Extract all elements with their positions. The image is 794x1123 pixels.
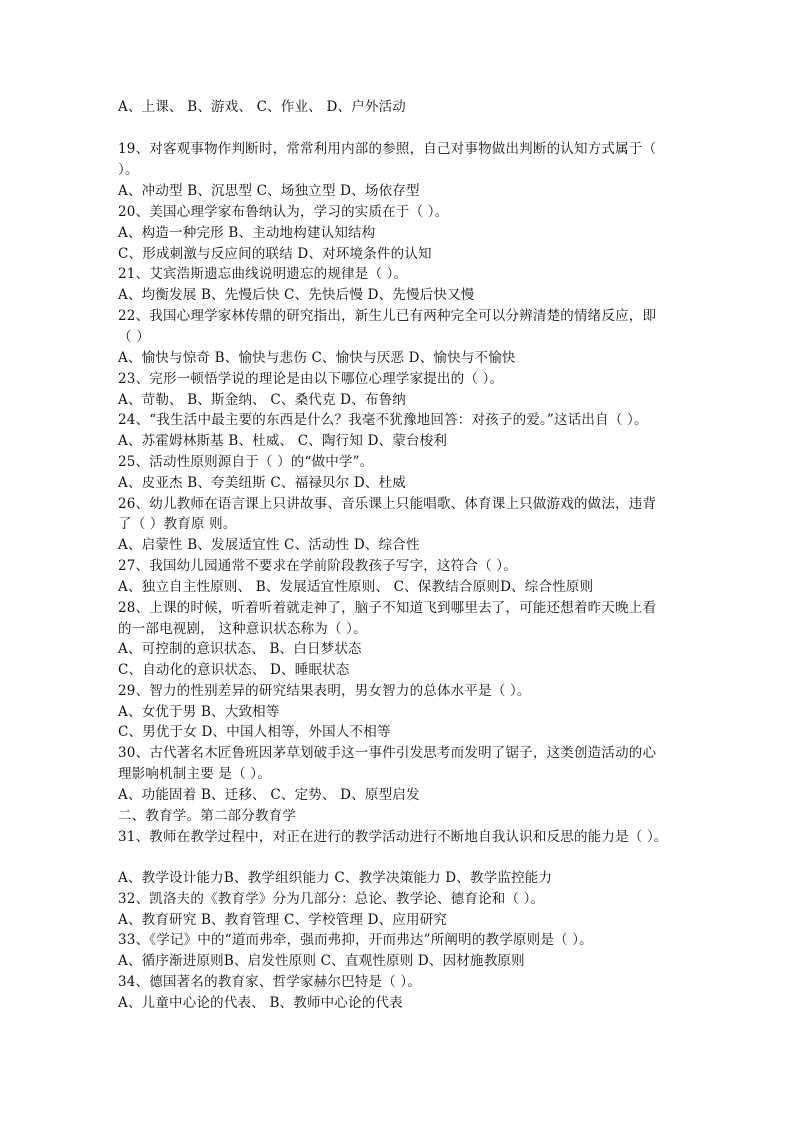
text-line: C、男优于女 D、中国人相等，外国人不相等 [118,724,391,740]
text-line: 31、教师在教学过程中，对正在进行的教学活动进行不断地自我认识和反思的能力是（ ）。 [118,829,668,845]
text-line: A、苛勒、 B、斯金纳、 C、桑代克 D、布鲁纳 [118,392,406,408]
text-line: 20、美国心理学家布鲁纳认为，学习的实质在于（ ）。 [118,204,449,220]
text-line: （ ） [118,329,150,345]
text-line: 33、《学记》中的“道而弗牵，强而弗抑，开而弗达”所阐明的教学原则是（ ）。 [118,932,593,948]
text-line: 21、艾宾浩斯遗忘曲线说明遗忘的规律是（ ）。 [118,266,408,282]
text-line: A、循序渐进原则B、启发性原则 C、直观性原则 D、因材施教原则 [118,953,525,969]
text-line: ）。 [118,162,139,178]
text-line: 25、活动性原则源自于（ ）的“做中学”。 [118,454,374,470]
text-line: 32、凯洛夫的《教育学》分为几部分：总论、教学论、德育论和（ ）。 [118,891,545,907]
text-line: 19、对客观事物作判断时，常常利用内部的参照，自己对事物做出判断的认知方式属于（ [118,141,657,157]
text-line: 27、我国幼儿园通常不要求在学前阶段教孩子写字，这符合（ ）。 [118,558,517,574]
text-line: A、冲动型 B、沉思型 C、场独立型 D、场依存型 [118,183,420,199]
section-heading: 二、教育学。第二部分教育学 [118,808,297,824]
text-line: 24、“我生活中最主要的东西是什么？我毫不犹豫地回答：对孩子的爱。”这话出自（ ）。 [118,412,648,428]
text-line: A、上课、 B、游戏、 C、作业、 D、户外活动 [118,99,406,115]
text-line: A、均衡发展 B、先慢后快 C、先快后慢 D、先慢后快又慢 [118,287,475,303]
text-line: 34、德国著名的教育家、哲学家赫尔巴特是（ ）。 [118,974,422,990]
text-line: A、儿童中心论的代表、 B、教师中心论的代表 [118,995,403,1011]
text-line: 29、智力的性别差异的研究结果表明，男女智力的总体水平是（ ）。 [118,683,531,699]
text-line: A、教育研究 B、教育管理 C、学校管理 D、应用研究 [118,912,448,928]
text-line: C、形成刺激与反应间的联结 D、对环境条件的认知 [118,246,432,262]
text-line: A、教学设计能力B、教学组织能力 C、教学决策能力 D、教学监控能力 [118,870,553,886]
text-line: A、启蒙性 B、发展适宜性 C、活动性 D、综合性 [118,537,420,553]
text-line: 了（ ）教育原 则。 [118,516,237,532]
text-line: 28、上课的时候，听着听着就走神了，脑子不知道飞到哪里去了，可能还想着昨天晚上看 [118,600,657,616]
text-line: A、功能固着 B、迁移、 C、定势、 D、原型启发 [118,787,420,803]
text-line: A、女优于男 B、大致相等 [118,704,280,720]
text-line: A、皮亚杰 B、夸美纽斯 C、福禄贝尔 D、杜威 [118,475,406,491]
text-line: 23、完形一顿悟学说的理论是由以下哪位心理学家提出的（ ）。 [118,371,504,387]
text-line: 30、古代著名木匠鲁班因茅草划破手这一事件引发思考而发明了锯子，这类创造活动的心 [118,745,657,761]
text-line: A、构造一种完形 B、主动地构建认知结构 [118,225,376,241]
text-line: A、苏霍姆林斯基 B、杜威、 C、陶行知 D、蒙台梭利 [118,433,448,449]
text-line: 26、幼儿教师在语言课上只讲故事、音乐课上只能唱歌、体育课上只做游戏的做法，违背 [118,496,657,512]
text-line: 22、我国心理学家林传鼎的研究指出，新生儿已有两种完全可以分辨清楚的情绪反应，即 [118,308,657,324]
text-line: A、可控制的意识状态、 B、白日梦状态 [118,641,362,657]
text-line: C、自动化的意识状态、 D、睡眠状态 [118,662,350,678]
text-line: 的一部电视剧， 这种意识状态称为（ ）。 [118,621,367,637]
text-line: A、独立自主性原则、 B、发展适宜性原则、 C、保教结合原则D、综合性原则 [118,579,594,595]
text-line: A、愉快与惊奇 B、愉快与悲伤 C、愉快与厌恶 D、愉快与不愉快 [118,350,516,366]
text-line: 理影响机制主要 是（ ）。 [118,766,271,782]
